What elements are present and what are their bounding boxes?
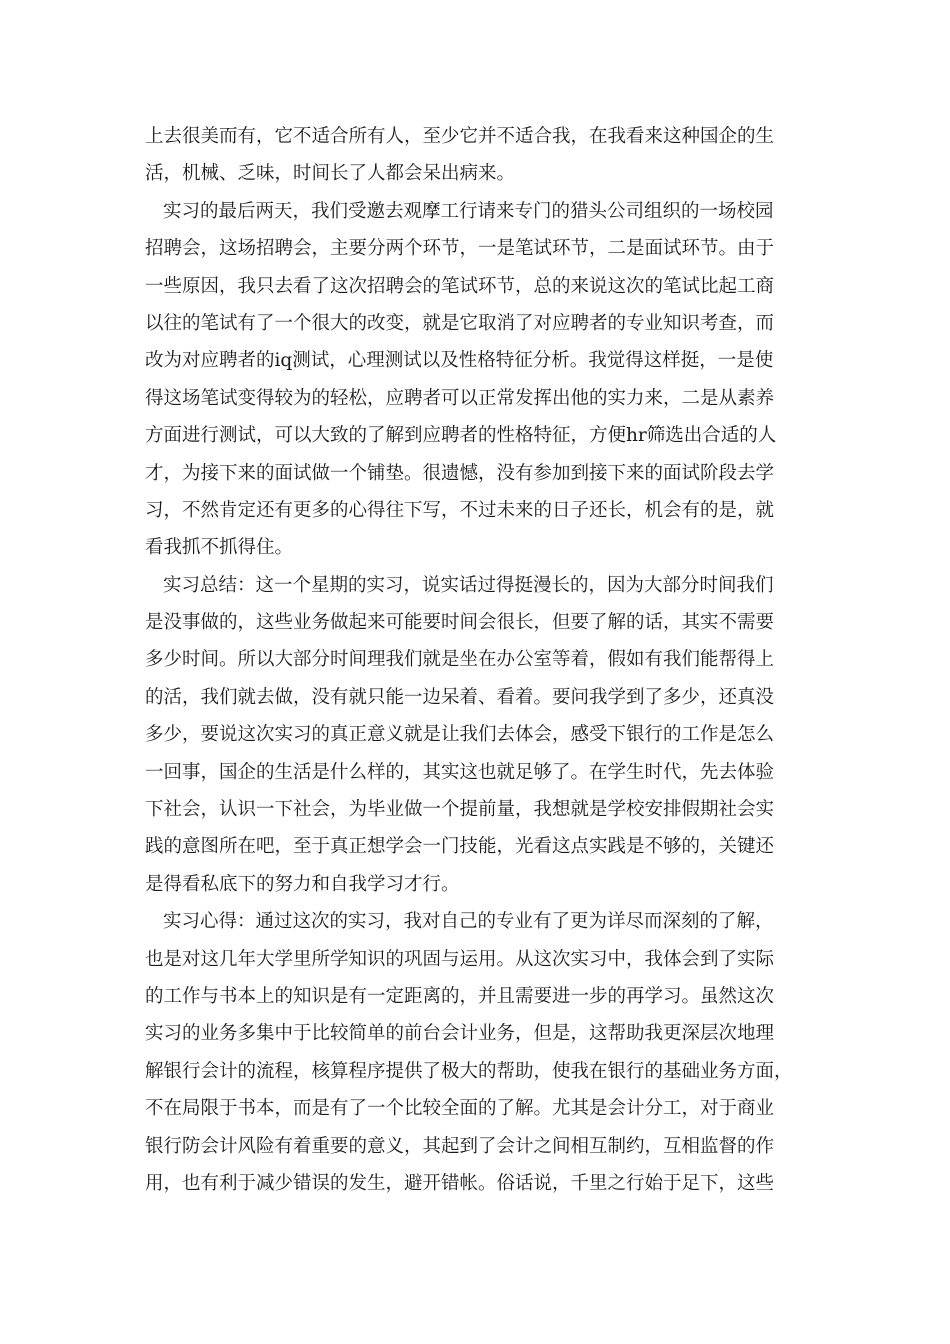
text-line: 一回事，国企的生活是什么样的，其实这也就足够了。在学生时代，先去体验 <box>145 761 775 783</box>
text-line: 方面进行测试，可以大致的了解到应聘者的性格特征，方便hr筛选出合适的人 <box>145 425 777 447</box>
text-line: 用，也有利于减少错误的发生，避开错帐。俗话说，千里之行始于足下，这些 <box>145 1172 775 1194</box>
text-line: 活，机械、乏味，时间长了人都会呆出病来。 <box>145 163 516 185</box>
text-line: 得这场笔试变得较为的轻松，应聘者可以正常发挥出他的实力来，二是从素养 <box>145 387 775 409</box>
text-line: 以往的笔试有了一个很大的改变，就是它取消了对应聘者的专业知识考查，而 <box>145 312 775 334</box>
text-line: 实习总结：这一个星期的实习，说实话过得挺漫长的，因为大部分时间我们 <box>163 574 774 596</box>
text-line: 的工作与书本上的知识是有一定距离的，并且需要进一步的再学习。虽然这次 <box>145 985 775 1007</box>
text-line: 银行防会计风险有着重要的意义，其起到了会计之间相互制约，互相监督的作 <box>145 1135 775 1157</box>
text-line: 实习心得：通过这次的实习，我对自己的专业有了更为详尽而深刻的了解， <box>163 911 774 933</box>
text-line: 也是对这几年大学里所学知识的巩固与运用。从这次实习中，我体会到了实际 <box>145 948 775 970</box>
text-line: 才，为接下来的面试做一个铺垫。很遗憾，没有参加到接下来的面试阶段去学 <box>145 462 775 484</box>
text-line: 实习的业务多集中于比较简单的前台会计业务，但是，这帮助我更深层次地理 <box>145 1023 775 1045</box>
text-line: 是得看私底下的努力和自我学习才行。 <box>145 873 460 895</box>
text-line: 不在局限于书本，而是有了一个比较全面的了解。尤其是会计分工，对于商业 <box>145 1098 775 1120</box>
text-line: 一些原因，我只去看了这次招聘会的笔试环节，总的来说这次的笔试比起工商 <box>145 275 775 297</box>
text-line: 下社会，认识一下社会，为毕业做一个提前量，我想就是学校安排假期社会实 <box>145 799 775 821</box>
text-line: 上去很美而有，它不适合所有人，至少它并不适合我，在我看来这种国企的生 <box>145 126 775 147</box>
text-line: 多少时间。所以大部分时间理我们就是坐在办公室等着，假如有我们能帮得上 <box>145 649 775 671</box>
text-line: 招聘会，这场招聘会，主要分两个环节，一是笔试环节，二是面试环节。由于 <box>145 238 775 260</box>
text-line: 看我抓不抓得住。 <box>145 537 294 559</box>
text-line: 实习的最后两天，我们受邀去观摩工行请来专门的猎头公司组织的一场校园 <box>163 200 774 222</box>
text-line: 解银行会计的流程，核算程序提供了极大的帮助，使我在银行的基础业务方面， <box>145 1060 793 1082</box>
body-text <box>145 118 805 1202</box>
text-line: 多少，要说这次实习的真正意义就是让我们去体会，感受下银行的工作是怎么 <box>145 724 775 746</box>
text-line: 是没事做的，这些业务做起来可能要时间会很长，但要了解的话，其实不需要 <box>145 612 775 634</box>
text-line: 的活，我们就去做，没有就只能一边呆着、看着。要问我学到了多少，还真没 <box>145 686 775 708</box>
text-line: 改为对应聘者的iq测试，心理测试以及性格特征分析。我觉得这样挺，一是使 <box>145 350 774 372</box>
text-line: 习，不然肯定还有更多的心得往下写，不过未来的日子还长，机会有的是，就 <box>145 499 775 521</box>
text-line: 践的意图所在吧，至于真正想学会一门技能，光看这点实践是不够的，关键还 <box>145 836 775 858</box>
